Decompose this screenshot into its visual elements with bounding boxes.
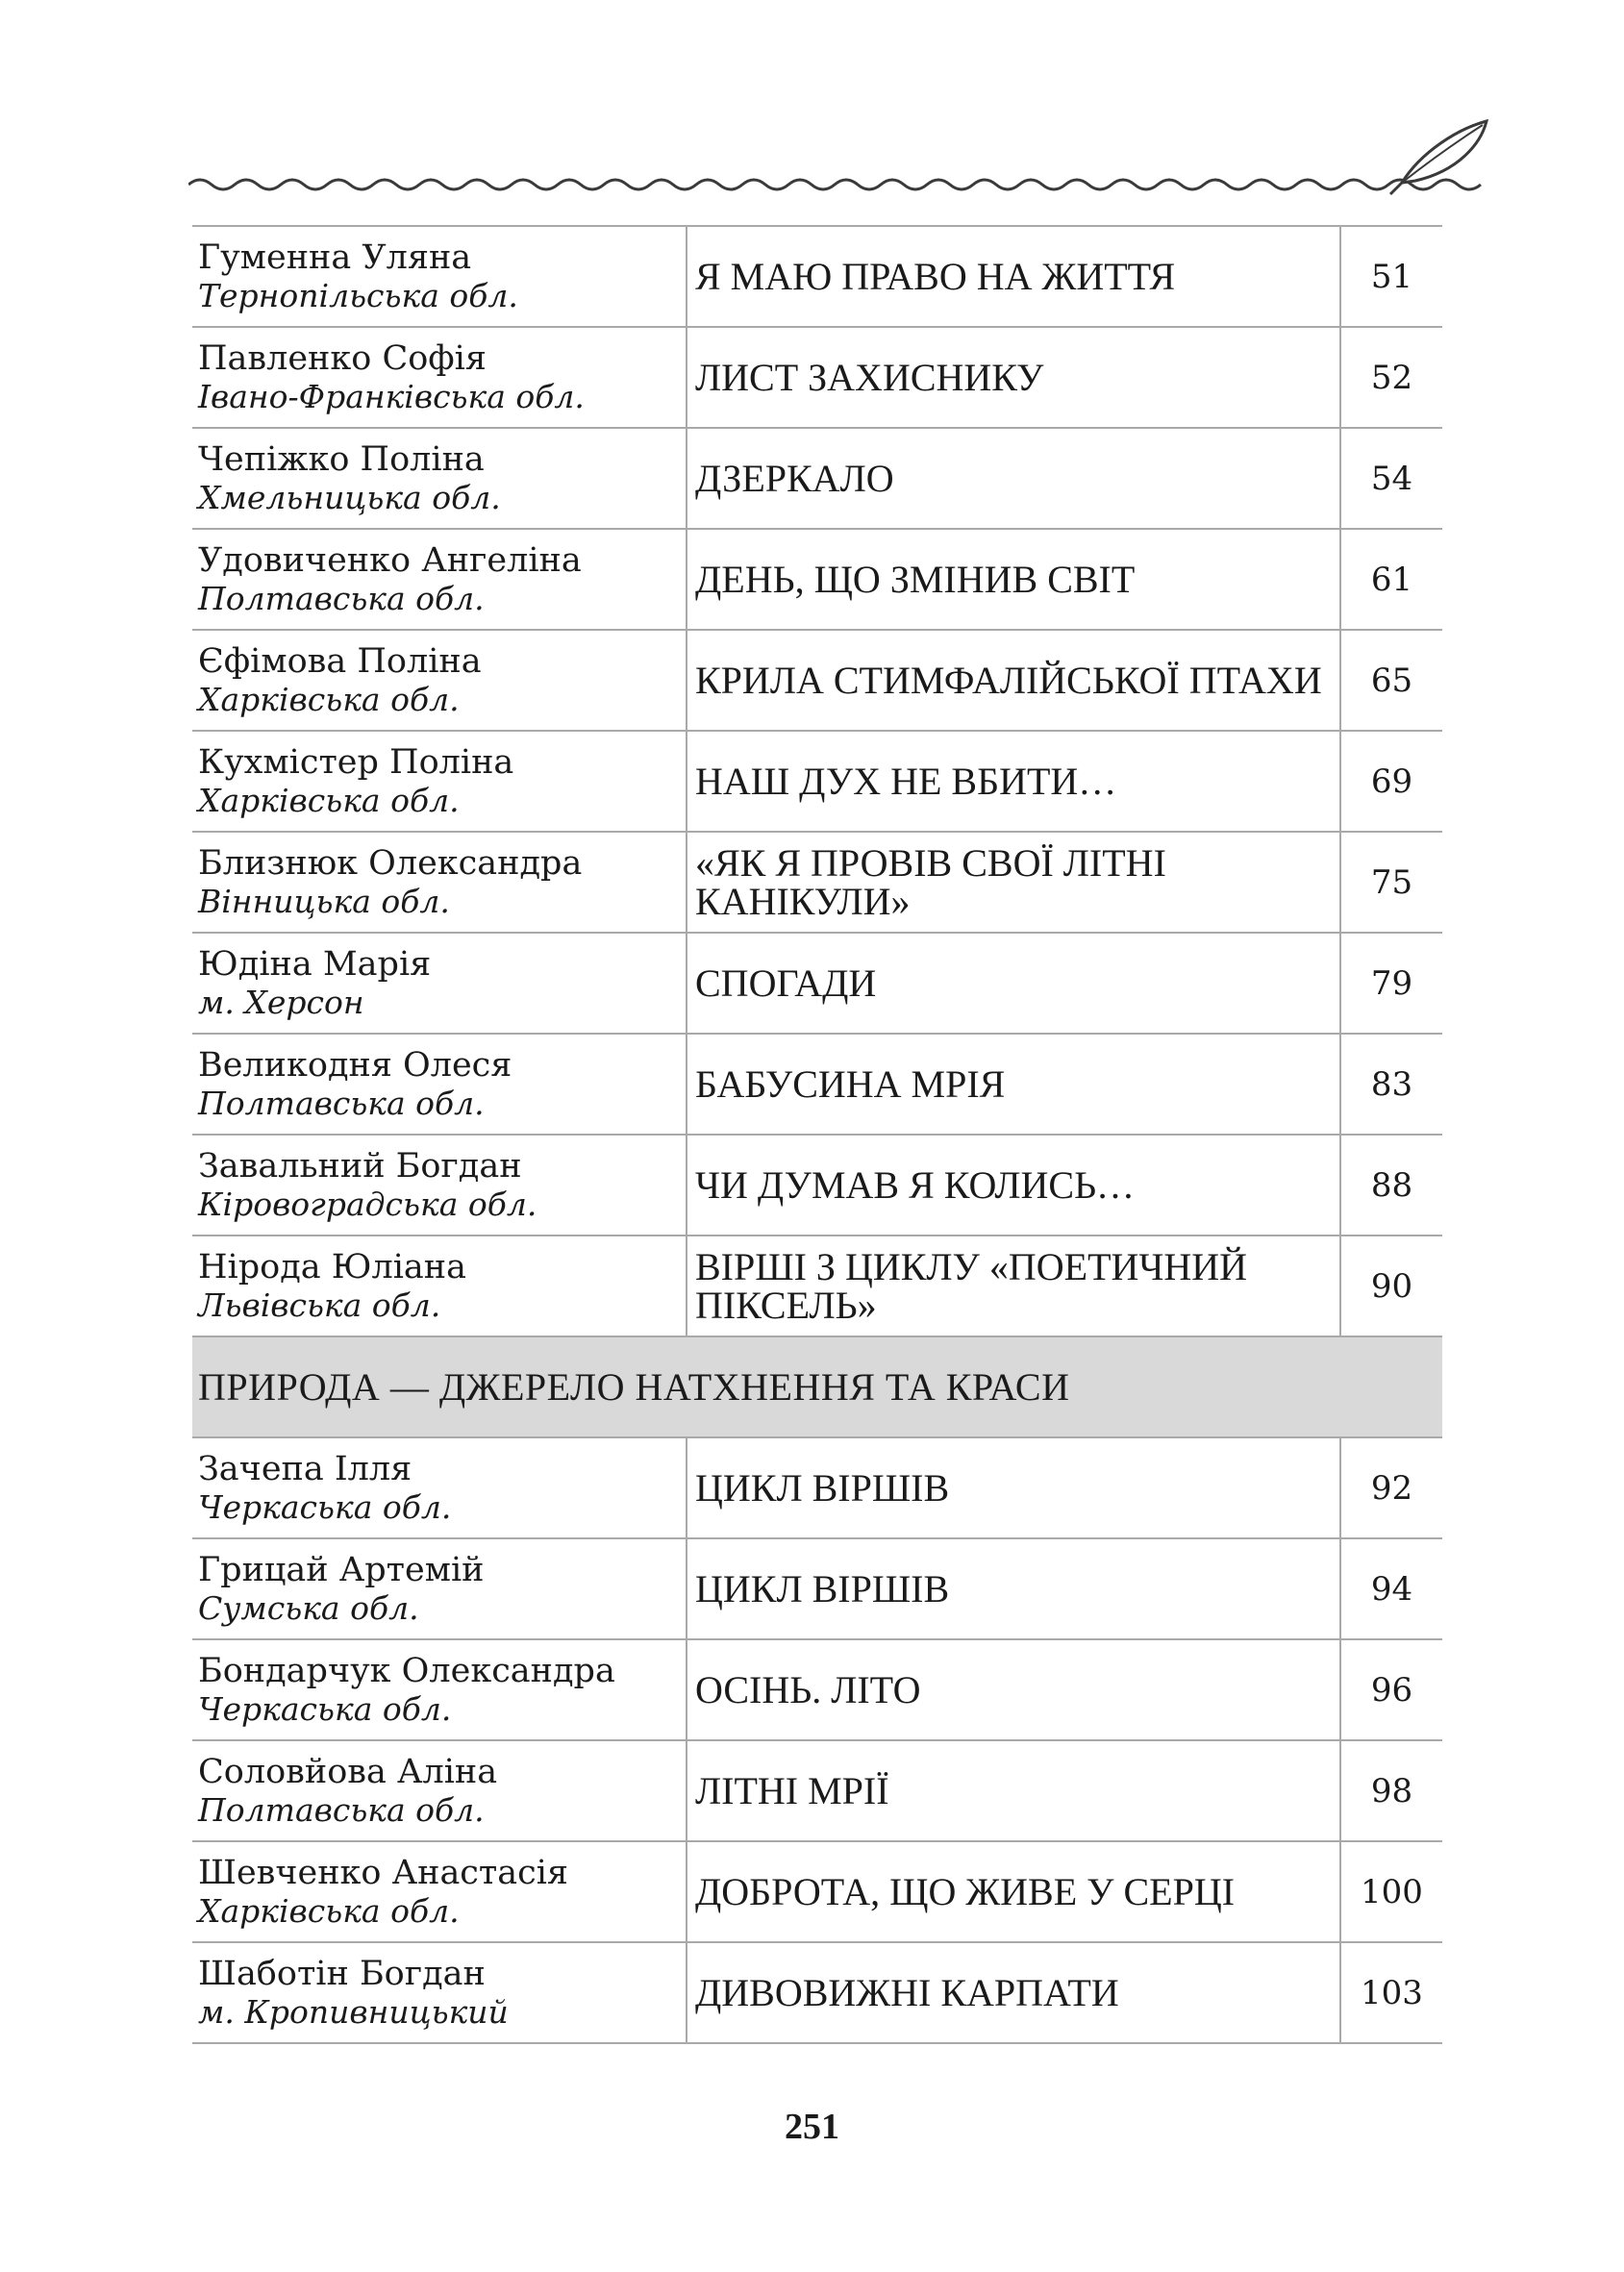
page-cell <box>1340 630 1442 731</box>
entry-page-number: 103 <box>1361 1973 1423 2012</box>
entry-page-number: 98 <box>1370 1771 1413 1810</box>
author-cell <box>192 731 687 832</box>
entry-title: ЦИКЛ ВІРШІВ <box>695 1465 950 1510</box>
author-name: Шаботін Богдан <box>198 1954 486 1993</box>
author-region: Черкаська обл. <box>198 1689 452 1728</box>
toc-entry-row <box>192 1034 1442 1135</box>
entry-page-number: 51 <box>1370 257 1413 296</box>
title-cell <box>687 529 1340 630</box>
toc-entry-row <box>192 1942 1442 2043</box>
author-name: Павленко Софія <box>198 338 487 378</box>
author-cell <box>192 1740 687 1841</box>
entry-title: КРИЛА СТИМФАЛІЙСЬКОЇ ПТАХИ <box>695 658 1322 702</box>
title-cell <box>687 1639 1340 1740</box>
author-name: Удовиченко Ангеліна <box>198 540 582 580</box>
entry-page-number: 52 <box>1370 358 1413 397</box>
entry-title: Я МАЮ ПРАВО НА ЖИТТЯ <box>695 254 1176 298</box>
author-cell <box>192 428 687 529</box>
toc-entry-row <box>192 1437 1442 1538</box>
author-region: Івано-Франківська обл. <box>198 377 585 415</box>
title-cell <box>687 1135 1340 1236</box>
author-cell <box>192 529 687 630</box>
page-cell <box>1340 327 1442 428</box>
page-cell <box>1340 1841 1442 1942</box>
title-cell <box>687 832 1340 933</box>
page-cell <box>1340 933 1442 1034</box>
entry-title: НАШ ДУХ НЕ ВБИТИ… <box>695 759 1117 803</box>
entry-title: ДОБРОТА, ЩО ЖИВЕ У СЕРЦІ <box>695 1869 1236 1913</box>
page-cell <box>1340 832 1442 933</box>
title-cell <box>687 1740 1340 1841</box>
entry-title: ЦИКЛ ВІРШІВ <box>695 1566 950 1610</box>
author-cell <box>192 327 687 428</box>
title-cell <box>687 1841 1340 1942</box>
entry-page-number: 88 <box>1370 1165 1413 1205</box>
title-cell <box>687 1942 1340 2043</box>
author-region: Харківська обл. <box>198 680 460 718</box>
author-region: Сумська обл. <box>198 1588 419 1627</box>
toc-group-before <box>192 226 1442 2043</box>
author-name: Чепіжко Поліна <box>198 439 485 479</box>
author-region: м. Кропивницький <box>198 1992 509 2031</box>
author-name: Єфімова Поліна <box>198 641 482 681</box>
entry-page-number: 54 <box>1370 459 1413 498</box>
toc-entry-row <box>192 327 1442 428</box>
page-cell <box>1340 731 1442 832</box>
toc-entry-row <box>192 1639 1442 1740</box>
entry-page-number: 69 <box>1370 761 1413 801</box>
section-title: ПРИРОДА — ДЖЕРЕЛО НАТХНЕННЯ ТА КРАСИ <box>198 1365 1070 1409</box>
page-cell <box>1340 1236 1442 1336</box>
author-region: Черкаська обл. <box>198 1487 452 1526</box>
author-region: Харківська обл. <box>198 781 460 819</box>
author-name: Великодня Олеся <box>198 1045 512 1085</box>
author-cell <box>192 832 687 933</box>
toc-entry-row <box>192 1236 1442 1336</box>
page-cell <box>1340 1740 1442 1841</box>
author-name: Близнюк Олександра <box>198 843 583 883</box>
entry-title: ДИВОВИЖНІ КАРПАТИ <box>695 1970 1119 2014</box>
author-name: Нірода Юліана <box>198 1247 466 1286</box>
author-cell <box>192 226 687 327</box>
entry-title: ДЗЕРКАЛО <box>695 456 894 500</box>
author-region: Тернопільська обл. <box>198 276 518 314</box>
entry-page-number: 90 <box>1370 1266 1413 1306</box>
toc-entry-row <box>192 529 1442 630</box>
entry-page-number: 75 <box>1370 862 1413 902</box>
author-name: Бондарчук Олександра <box>198 1651 615 1690</box>
toc-entry-row <box>192 1740 1442 1841</box>
toc-entry-row <box>192 1841 1442 1942</box>
entry-title: БАБУСИНА МРІЯ <box>695 1061 1006 1106</box>
toc-entry-row <box>192 428 1442 529</box>
page-cell <box>1340 529 1442 630</box>
page-cell <box>1340 1942 1442 2043</box>
wave-line <box>188 180 1481 189</box>
title-cell <box>687 933 1340 1034</box>
toc-entry-row <box>192 731 1442 832</box>
author-name: Шевченко Анастасія <box>198 1853 569 1892</box>
header-wave-ornament <box>188 117 1496 204</box>
toc-entry-row <box>192 630 1442 731</box>
entry-page-number: 94 <box>1370 1569 1413 1609</box>
author-region: Львівська обл. <box>198 1286 441 1324</box>
author-cell <box>192 933 687 1034</box>
author-name: Зачепа Ілля <box>198 1449 412 1488</box>
page-cell <box>1340 1639 1442 1740</box>
author-cell <box>192 630 687 731</box>
page-cell <box>1340 1034 1442 1135</box>
toc-table <box>192 225 1442 2044</box>
page-number: 251 <box>785 2107 839 2147</box>
title-cell <box>687 731 1340 832</box>
section-heading-row <box>192 1336 1442 1437</box>
toc-entry-row <box>192 1538 1442 1639</box>
toc-entry-row <box>192 1135 1442 1236</box>
author-region: Полтавська обл. <box>198 579 485 617</box>
author-region: Полтавська обл. <box>198 1084 485 1122</box>
page-cell <box>1340 1538 1442 1639</box>
entry-title: ДЕНЬ, ЩО ЗМІНИВ СВІТ <box>695 557 1136 601</box>
author-name: Завальний Богдан <box>198 1146 522 1186</box>
author-cell <box>192 1841 687 1942</box>
author-name: Гуменна Уляна <box>198 237 472 277</box>
author-cell <box>192 1135 687 1236</box>
title-cell <box>687 327 1340 428</box>
entry-title: «ЯК Я ПРОВІВ СВОЇ ЛІТНІ КАНІКУЛИ» <box>695 840 1166 923</box>
page-cell <box>1340 1437 1442 1538</box>
title-cell <box>687 1034 1340 1135</box>
author-region: Харківська обл. <box>198 1891 460 1930</box>
entry-title: СПОГАДИ <box>695 961 877 1005</box>
title-cell <box>687 1538 1340 1639</box>
entry-page-number: 79 <box>1370 963 1413 1003</box>
toc-entry-row <box>192 832 1442 933</box>
title-cell <box>687 226 1340 327</box>
author-cell <box>192 1942 687 2043</box>
page-cell <box>1340 428 1442 529</box>
author-region: Полтавська обл. <box>198 1790 485 1829</box>
entry-page-number: 96 <box>1370 1670 1413 1710</box>
entry-page-number: 100 <box>1361 1872 1423 1911</box>
author-name: Грицай Артемій <box>198 1550 485 1589</box>
author-region: Хмельницька обл. <box>198 478 501 516</box>
entry-title: ЛИСТ ЗАХИСНИКУ <box>695 355 1044 399</box>
title-cell <box>687 428 1340 529</box>
title-cell <box>687 1437 1340 1538</box>
page-cell <box>1340 1135 1442 1236</box>
toc-entry-row <box>192 226 1442 327</box>
author-region: м. Херсон <box>198 983 364 1021</box>
toc-entry-row <box>192 933 1442 1034</box>
author-region: Кіровоградська обл. <box>198 1185 537 1223</box>
title-cell <box>687 630 1340 731</box>
entry-title: ВІРШІ З ЦИКЛУ «ПОЕТИЧНИЙ ПІКСЕЛЬ» <box>695 1244 1248 1327</box>
author-cell <box>192 1034 687 1135</box>
author-cell <box>192 1639 687 1740</box>
author-region: Вінницька обл. <box>198 882 450 920</box>
entry-page-number: 65 <box>1370 661 1413 700</box>
entry-page-number: 61 <box>1370 560 1413 599</box>
author-cell <box>192 1538 687 1639</box>
author-cell <box>192 1236 687 1336</box>
entry-title: ЛІТНІ МРІЇ <box>695 1768 889 1812</box>
entry-page-number: 83 <box>1370 1064 1413 1104</box>
page-cell <box>1340 226 1442 327</box>
section-heading-cell <box>192 1336 1442 1437</box>
author-name: Юдіна Марія <box>198 944 432 984</box>
entry-page-number: 92 <box>1370 1468 1413 1508</box>
author-name: Кухмістер Поліна <box>198 742 514 782</box>
entry-title: ОСІНЬ. ЛІТО <box>695 1667 921 1711</box>
entry-title: ЧИ ДУМАВ Я КОЛИСЬ… <box>695 1162 1136 1207</box>
title-cell <box>687 1236 1340 1336</box>
author-cell <box>192 1437 687 1538</box>
author-name: Соловйова Аліна <box>198 1752 498 1791</box>
